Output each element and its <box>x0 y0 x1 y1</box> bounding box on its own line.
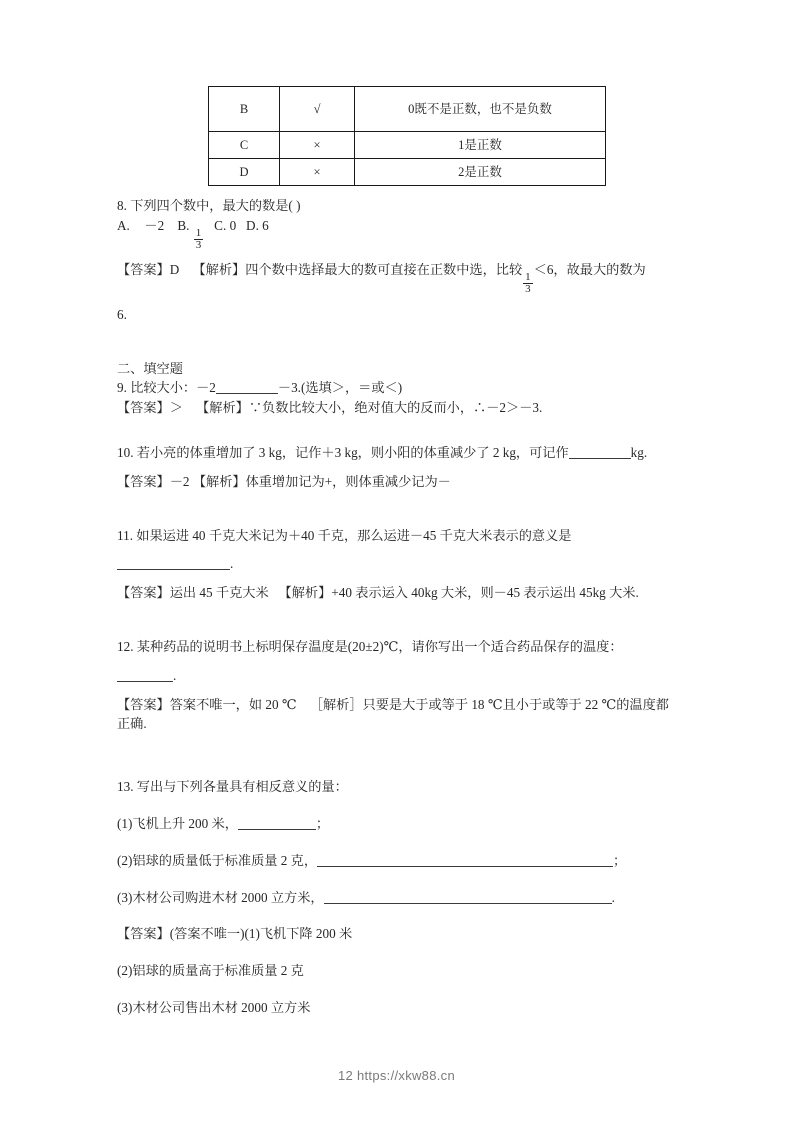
q9-answer-blank[interactable] <box>216 393 278 394</box>
q8-choice-a-value: －2 <box>144 217 165 233</box>
q12-blank-line <box>117 666 679 686</box>
q8-choice-a-label: A. <box>117 217 130 233</box>
q10-stem-pre: 10. 若小亮的体重增加了 3 kg，记作＋3 kg，则小阳的体重减少了 2 kg，可记作 <box>117 444 569 460</box>
q13-item-2-tail: ； <box>613 852 627 868</box>
q12-stem: 12. 某种药品的说明书上标明保存温度是(20±2)℃，请你写出一个适合药品保存的温度： <box>117 638 623 654</box>
q8-stem: 8. 下列四个数中，最大的数是( ) <box>117 198 301 213</box>
q12-answer-blank[interactable] <box>117 681 173 682</box>
q13-item-2-blank[interactable] <box>317 866 613 867</box>
q8-analysis-fraction <box>523 272 533 296</box>
table-cell-option: D <box>209 159 280 186</box>
q11-blank-line <box>117 554 679 574</box>
q11-answer-blank[interactable] <box>117 569 230 570</box>
table-cell-description: 0既不是正数，也不是负数 <box>355 87 606 132</box>
spacer <box>117 797 679 814</box>
q11-stem-tail: . <box>230 556 234 572</box>
q9-stem <box>117 378 679 398</box>
fraction-denominator: 3 <box>195 238 202 251</box>
q9-stem-pre: 9. 比较大小：－2 <box>117 380 216 396</box>
q8-choices <box>117 216 679 252</box>
q8-answer-value: D <box>169 262 180 278</box>
page-footer: 12 https://xkw88.cn <box>338 1068 455 1083</box>
spacer <box>117 418 679 443</box>
table-cell-mark: × <box>280 159 355 186</box>
q10-answer-blank[interactable] <box>569 458 631 459</box>
spacer <box>117 325 679 359</box>
q13-answer-head: (答案不唯一)(1)飞机下降 200 米 <box>169 926 353 942</box>
q12-answer-value: 答案不唯一，如 20 ℃ <box>169 696 297 712</box>
spacer <box>117 463 679 472</box>
spacer <box>117 871 679 888</box>
q13-item-3-text: (3)木材公司购进木材 2000 立方米， <box>117 889 324 905</box>
spacer <box>117 251 679 260</box>
answer-tag: 【答案】 <box>117 262 170 278</box>
table-cell-option: C <box>209 132 280 159</box>
q10-analysis: 体重增加记为+，则体重减少记为－ <box>245 473 451 489</box>
spacer <box>117 545 679 554</box>
q8-analysis-part1: 四个数中选择最大的数可直接在正数中选，比较 <box>245 262 523 278</box>
q10-answer-line <box>117 472 679 492</box>
q9-answer-value: ＞ <box>169 400 183 416</box>
q10-stem-post: kg. <box>630 444 648 460</box>
q13-stem: 13. 写出与下列各量具有相反意义的量： <box>117 779 348 795</box>
analysis-tag: 【解析】 <box>192 473 246 489</box>
q8-choice-c-label: C. <box>214 217 227 233</box>
spacer <box>117 686 679 695</box>
q9-answer-line <box>117 398 679 418</box>
spacer <box>117 944 679 961</box>
q12-answer-line <box>117 695 679 735</box>
spacer <box>117 657 679 666</box>
spacer <box>117 603 679 637</box>
q12-analysis: 只要是大于或等于 18 ℃且小于或等于 22 ℃的温度都正确. <box>117 696 669 732</box>
analysis-tag: 【解析】 <box>278 585 332 601</box>
spacer <box>117 574 679 583</box>
q8-choice-d-value: 6 <box>262 217 269 233</box>
q13-item-3-tail: . <box>611 889 615 905</box>
q13-item-1-tail: ； <box>315 815 330 831</box>
q13-answer-item-2: (2)铝球的质量高于标准质量 2 克 <box>117 963 304 979</box>
answer-tag: 【答案】 <box>117 400 170 416</box>
analysis-tag: ［解析］ <box>309 696 363 712</box>
table-row <box>209 132 606 159</box>
analysis-tag: 【解析】 <box>196 400 249 416</box>
fraction-numerator: 1 <box>195 226 202 239</box>
answer-tag: 【答案】 <box>117 696 170 712</box>
q13-item-3-blank[interactable] <box>324 903 612 904</box>
table-cell-mark: × <box>280 132 355 159</box>
fraction-numerator: 1 <box>525 270 531 283</box>
q11-answer-value: 运出 45 千克大米 <box>169 585 269 601</box>
q9-stem-post: －3.(选填＞，＝或＜) <box>277 380 403 396</box>
q13-item-2-text: (2)铝球的质量低于标准质量 2 克， <box>117 852 318 868</box>
q8-choice-c-value: 0 <box>229 217 237 233</box>
q13-item-1 <box>117 814 679 834</box>
spacer <box>117 907 679 924</box>
analysis-tag: 【解析】 <box>192 262 246 278</box>
spacer <box>117 834 679 851</box>
q13-answer-line <box>117 924 679 944</box>
q8-choice-b-label: B. <box>177 217 190 233</box>
options-table <box>208 86 606 186</box>
q8-analysis-part2: ＜6，故最大的数为 <box>533 262 646 278</box>
q13-item-2 <box>117 851 679 871</box>
answer-tag: 【答案】 <box>117 473 170 489</box>
spacer <box>117 296 679 305</box>
q13-item-1-text: (1)飞机上升 200 米， <box>117 815 238 831</box>
q9-analysis: ∵负数比较大小，绝对值大的反而小，∴－2＞－3. <box>248 400 543 416</box>
table-cell-option: B <box>209 87 280 132</box>
table-row <box>209 87 606 132</box>
answer-tag: 【答案】 <box>117 926 170 942</box>
q13-item-3 <box>117 888 679 908</box>
q10-answer-value: －2 <box>169 473 190 489</box>
table-cell-description: 1是正数 <box>355 132 606 159</box>
q10-stem <box>117 443 679 463</box>
q8-analysis-tail: 6. <box>117 306 127 322</box>
q11-stem: 11. 如果运进 40 千克大米记为＋40 千克，那么运进－45 千克大米表示的意义是 <box>117 527 572 543</box>
spacer <box>117 768 679 777</box>
table-cell-description: 2是正数 <box>355 159 606 186</box>
q8-choice-b-fraction <box>194 228 204 252</box>
q8-answer-line <box>117 260 679 295</box>
spacer <box>117 492 679 526</box>
spacer <box>117 981 679 998</box>
q13-item-1-blank[interactable] <box>238 829 316 830</box>
q11-answer-line <box>117 583 679 603</box>
q8-choice-d-label: D. <box>246 217 259 233</box>
section-heading-fill-in-blank: 二、填空题 <box>117 360 183 376</box>
table-cell-mark: √ <box>280 87 355 132</box>
fraction-denominator: 3 <box>525 283 531 296</box>
question-list <box>117 196 679 1018</box>
q13-answer-item-3: (3)木材公司售出木材 2000 立方米 <box>117 999 311 1015</box>
q12-stem-tail: . <box>173 667 177 683</box>
q11-analysis: +40 表示运入 40kg 大米，则－45 表示运出 45kg 大米. <box>331 585 639 601</box>
table-row <box>209 159 606 186</box>
answer-tag: 【答案】 <box>117 585 170 601</box>
spacer <box>117 734 679 768</box>
